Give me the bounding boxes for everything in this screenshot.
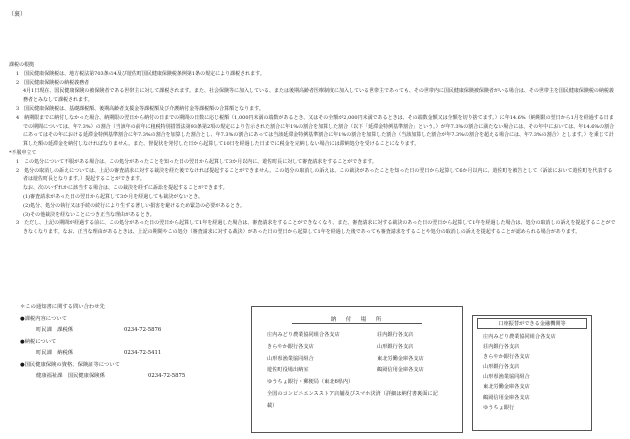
contact-info — [20, 302, 260, 383]
bank-item: 山形銀行各支店 — [483, 364, 520, 371]
appeal-condition-3: (3)その他裁決を経ないことにつき正当な理由があるとき。 — [23, 211, 155, 218]
payment-location: 山形県漁業協同組合 — [267, 355, 314, 362]
payment-locations-box — [251, 306, 463, 433]
payment-title-underline — [292, 323, 422, 324]
bank-item: 庄内みどり農業協同組合各支店 — [483, 334, 556, 340]
payment-row — [267, 365, 457, 377]
basis-item-4: 4 納期限までに納付しなかった場合、納期限の翌日から納付の日までの期間の日数に応じ税額（1,000円未満の端数があるとき、又はその全額が2,000円未満であるときは、その端数金額又は全額を切り捨てます。）に年14.6%（納期限の翌日から1月を経過する日までの期間については、年7.3%）の割合（当該年の前年に租税特別措置法第93条第2項の規定により告示された割合に年1%の割合を加算した割合（以下「延滞金特例基準割合」という。）が年7.3%の割合に満たない場合には、その年中においては、年14.6%の割合にあってはその年における延滞金特例基準割合に年7.3%の割合を加算した割合とし、年7.3%の割合にあっては当該延滞金特例基準割合に年1%の割合を加算した割合（当該加算した割合が年7.3%の割合を超える場合には、年7.3%の割合）とします。）を乗じて計算した額の延滞金を納付しなければなりません。また、督促状を発付した日から起算して10日を経過した日までに税金を完納しない場合には滞納処分を受けることになります。 — [16, 114, 615, 148]
contact-tax-phone: 0234-72-5876 — [124, 327, 162, 333]
payment-locations-title-text: 納 付 場 所 — [330, 317, 384, 323]
bank-transfer-title: 口座振替ができる金融機関等 — [477, 318, 587, 329]
payment-location: 遊佐町役場出納室 — [267, 367, 309, 374]
appeal-item-3: 3 ただし、上記の期間が経過する前に、この処分があった日の翌日から起算して1年を経過した場合は、審査請求をすることができなくなり、また、審査請求に対する裁決のあった日の翌日から起算して1年を経過した場合は、処分の取消しの訴えを提起することができなくなります。なお、正当な理由があるときは、上記の期間やこの処分（審査請求に対する裁決）があった日の翌日から起算して1年を経過した後であっても審査請求をすることや処分の取消しの訴えを提起することが認められる場合があります。 — [16, 220, 616, 236]
payment-location: 庄内みどり農業協同組合各支店 — [267, 332, 340, 338]
basis-item-1: 1 国民健康保険税は、地方税法第703条の4及び遊佐町国民健康保険税条例第1条の規定により課税されます。 — [16, 70, 265, 77]
basis-item-3: 3 国民健康保険税は、基礎課税額、後期高齢者支援金等課税額及び介護納付金等課税額の合算額となります。 — [16, 105, 264, 112]
appeal-condition-1: (1)審査請求があった日の翌日から起算して3か月を経過しても裁決がないとき。 — [23, 193, 204, 200]
payment-location: きらやか銀行各支店 — [267, 343, 314, 350]
basis-item-2-body: 4月1日現在、国民健康保険の被保険者である世帯主に対して課税されます。また、社会保険等に加入している、または後期高齢者医療制度に加入している世帯主であっても、その世帯内に国民健康保険被保険者がいる場合は、その世帯主を国民健康保険税の納税義務者とみなして課税されます。 — [23, 88, 614, 104]
payment-row — [267, 330, 457, 342]
contact-tax-row — [20, 325, 260, 337]
payment-location-convenience: 全国のコンビニエンスストア店舗及びスマホ決済（詳細は納付書裏面に記載） — [267, 390, 438, 409]
contact-payment-heading: ●納税について — [20, 338, 57, 345]
contact-insurance-phone: 0234-72-5875 — [148, 373, 186, 379]
payment-locations-list — [267, 330, 457, 413]
contact-insurance-heading: ●国民健康保険の資格、保険証等について — [20, 361, 120, 368]
payment-location-postal: ゆうちょ銀行・郵便局（東北6県内） — [267, 379, 354, 386]
payment-location: 荘内銀行各支店 — [377, 332, 414, 338]
appeal-condition-2: (2)処分、処分の執行又は手続の続行により生ずる著しい損害を避けるため緊急の必要があるとき。 — [23, 202, 245, 209]
bank-item: 東北労働金庫各支店 — [483, 384, 530, 391]
bank-transfer-box — [472, 315, 592, 431]
bank-transfer-list — [483, 332, 556, 413]
appeal-item-2: 2 処分の取消しの訴えについては、上記の審査請求に対する裁決を経た後でなければ提起することができません。この処分の取消しの訴えは、この裁決があったことを知った日の翌日から起算して6か月以内に、遊佐町を被告として（訴訟において遊佐町を代表する者は遊佐町長となります。）提起することができます。 — [16, 167, 613, 183]
contact-insurance-dept: 健康福祉課 国民健康保険係 — [36, 373, 105, 379]
notice-body — [9, 61, 617, 237]
contact-tax-heading: ●課税内容について — [20, 315, 67, 322]
basis-item-2: 2 国民健康保険税の納税義務者 — [16, 79, 90, 86]
basis-heading: 課税の根拠 — [9, 62, 35, 68]
contact-title: ＊この通知書に関する問い合わせ先 — [20, 304, 105, 310]
payment-locations-title — [252, 315, 462, 323]
bank-item: きらやか銀行各支店 — [483, 354, 530, 361]
appeal-item-1: 1 この処分について不服がある場合は、この処分があったことを知った日の翌日から起算して3か月以内に、遊佐町長に対して審査請求をすることができます。 — [16, 158, 377, 165]
appeal-item-2-note: なお、次のいずれかに該当する場合は、この裁決を経ずに訴訟を提起することができます。 — [23, 185, 228, 192]
payment-row — [267, 354, 457, 366]
bank-item: 鶴岡信用金庫各支店 — [483, 394, 530, 401]
payment-location: 山形銀行各支店 — [377, 343, 414, 350]
contact-payment-phone: 0234-72-5411 — [124, 350, 162, 356]
contact-payment-row — [20, 348, 260, 360]
payment-location: 東北労働金庫各支店 — [377, 355, 424, 362]
payment-location: 鶴岡信用金庫各支店 — [377, 367, 424, 374]
payment-row — [267, 342, 457, 354]
contact-payment-dept: 町民課 納税係 — [36, 350, 74, 356]
back-side-label: （裏） — [8, 11, 27, 18]
bank-item: 山形県漁業協同組合 — [483, 374, 530, 381]
contact-insurance-row — [20, 371, 260, 383]
bank-item: 荘内銀行各支店 — [483, 344, 520, 351]
appeal-heading: *不服申立て — [9, 149, 37, 156]
bank-item: ゆうちょ銀行 — [483, 404, 515, 411]
contact-tax-dept: 町民課 課税係 — [36, 327, 74, 333]
